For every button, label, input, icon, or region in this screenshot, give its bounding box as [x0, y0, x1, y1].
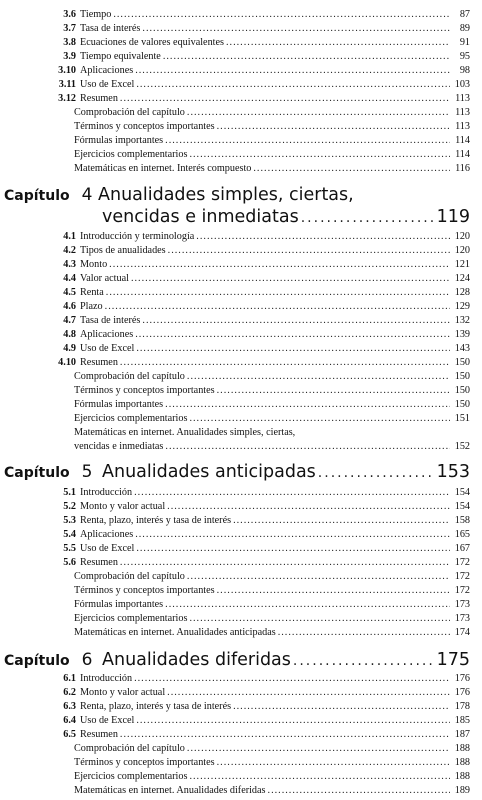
page-number: 167 — [454, 543, 470, 554]
leader-dots — [120, 92, 450, 106]
entry-title: Ejercicios complementarios — [74, 771, 188, 782]
leader-dots — [165, 598, 450, 612]
chapter-title: Anualidades anticipadas — [102, 462, 316, 482]
chapter-page: 153 — [436, 462, 470, 482]
leader-dots — [136, 342, 450, 356]
leader-dots — [268, 784, 450, 798]
page-number: 152 — [454, 441, 470, 452]
entry-title: Comprobación del capítulo — [74, 107, 185, 118]
page-number: 172 — [454, 571, 470, 582]
section-number: 4.5 — [63, 287, 76, 298]
entry-title: Matemáticas en internet. Interés compuesto — [74, 163, 252, 174]
leader-dots — [120, 728, 450, 742]
leader-dots — [217, 384, 450, 398]
section-number: 3.12 — [58, 93, 76, 104]
section-number: 5.6 — [63, 557, 76, 568]
page-number: 114 — [455, 135, 470, 146]
toc-entry[interactable] — [50, 300, 470, 314]
toc-entry[interactable] — [50, 78, 470, 92]
section-title: Tiempo — [80, 9, 112, 20]
section-number: 6.3 — [63, 701, 76, 712]
leader-dots — [301, 210, 435, 226]
section-title: Renta, plazo, interés y tasa de interés — [80, 701, 232, 712]
section-number: 4.8 — [63, 329, 76, 340]
chapter-title-line2: vencidas e inmediatas — [102, 207, 299, 227]
page-number: 121 — [454, 259, 470, 270]
page-number: 154 — [454, 487, 470, 498]
section-number: 6.2 — [63, 687, 76, 698]
page-number: 178 — [454, 701, 470, 712]
page-number: 128 — [454, 287, 470, 298]
entry-title-line2: vencidas e inmediatas — [74, 441, 164, 452]
entry-title: Términos y conceptos importantes — [74, 121, 215, 132]
section-title: Tiempo equivalente — [80, 51, 161, 62]
leader-dots — [217, 120, 450, 134]
toc-entry[interactable] — [74, 106, 470, 120]
section-title: Introducción — [80, 487, 133, 498]
toc-entry[interactable] — [50, 728, 470, 742]
page-number: 150 — [454, 399, 470, 410]
page-number: 188 — [454, 757, 470, 768]
leader-dots — [165, 134, 450, 148]
toc-entry[interactable] — [50, 328, 470, 342]
toc-entry[interactable] — [74, 148, 470, 162]
section-title: Resumen — [80, 93, 118, 104]
page-number: 158 — [454, 515, 470, 526]
toc-entry[interactable] — [50, 500, 470, 514]
section-title: Tipos de anualidades — [80, 245, 166, 256]
leader-dots — [253, 162, 450, 176]
entry-title: Comprobación del capítulo — [74, 371, 185, 382]
page-number: 185 — [454, 715, 470, 726]
leader-dots — [135, 64, 450, 78]
chapter-number: 4 — [81, 185, 93, 205]
toc-entry[interactable] — [50, 556, 470, 570]
toc-entry[interactable] — [74, 384, 470, 398]
entry-title: Fórmulas importantes — [74, 599, 164, 610]
leader-dots — [113, 8, 450, 22]
section-title: Resumen — [80, 729, 118, 740]
section-number: 3.11 — [58, 79, 76, 90]
section-title: Introducción y terminología — [80, 231, 195, 242]
chapter-page: 175 — [436, 650, 470, 670]
leader-dots — [135, 528, 450, 542]
section-number: 4.9 — [63, 343, 76, 354]
section-title: Renta — [80, 287, 104, 298]
toc-entry[interactable] — [50, 486, 470, 500]
leader-dots — [189, 770, 450, 784]
toc-entry[interactable] — [74, 584, 470, 598]
leader-dots — [109, 258, 450, 272]
chapter-label: Capítulo — [4, 465, 70, 481]
toc-entry[interactable] — [50, 542, 470, 556]
page-number: 176 — [454, 687, 470, 698]
section-number: 4.10 — [58, 357, 76, 368]
entry-title: Matemáticas en internet. Anualidades anticipadas — [74, 627, 276, 638]
page-number: 129 — [454, 301, 470, 312]
section-title: Ecuaciones de valores equivalentes — [80, 37, 224, 48]
section-title: Introducción — [80, 673, 133, 684]
toc-entry[interactable] — [74, 742, 470, 756]
page-number: 132 — [454, 315, 470, 326]
toc-entry[interactable] — [74, 570, 470, 584]
chapter-number: 5 — [81, 462, 93, 482]
page-number: 113 — [455, 107, 470, 118]
chapter-title-line1: Anualidades simples, ciertas, — [98, 185, 354, 205]
section-number: 6.4 — [63, 715, 76, 726]
section-number: 5.3 — [63, 515, 76, 526]
leader-dots — [142, 314, 450, 328]
leader-dots — [217, 584, 450, 598]
section-number: 3.7 — [63, 23, 76, 34]
page-number: 150 — [454, 357, 470, 368]
entry-title: Términos y conceptos importantes — [74, 757, 215, 768]
entry-title: Fórmulas importantes — [74, 399, 164, 410]
leader-dots — [318, 465, 435, 481]
section-title: Plazo — [80, 301, 103, 312]
chapter-heading[interactable] — [4, 185, 470, 233]
page-number: 89 — [459, 23, 470, 34]
toc-entry[interactable] — [50, 686, 470, 700]
chapter-heading[interactable] — [4, 462, 470, 486]
page-number: 120 — [454, 245, 470, 256]
page-number: 114 — [455, 149, 470, 160]
leader-dots — [165, 398, 450, 412]
toc-entry[interactable] — [50, 514, 470, 528]
section-number: 5.5 — [63, 543, 76, 554]
section-number: 5.1 — [63, 487, 76, 498]
page-number: 165 — [454, 529, 470, 540]
entry-title: Términos y conceptos importantes — [74, 585, 215, 596]
leader-dots — [134, 672, 450, 686]
page-number: 189 — [454, 785, 470, 796]
section-number: 5.4 — [63, 529, 76, 540]
page-number: 150 — [454, 371, 470, 382]
leader-dots — [167, 686, 450, 700]
page-number: 143 — [454, 343, 470, 354]
leader-dots — [189, 612, 450, 626]
toc-entry[interactable] — [50, 230, 470, 244]
leader-dots — [163, 50, 450, 64]
section-title: Tasa de interés — [80, 315, 141, 326]
entry-title-line1: Matemáticas en internet. Anualidades simples, ciertas, — [74, 427, 296, 438]
toc-entry[interactable] — [50, 356, 470, 370]
chapter-heading[interactable] — [4, 650, 470, 674]
toc-entry[interactable] — [50, 528, 470, 542]
leader-dots — [187, 742, 450, 756]
section-title: Resumen — [80, 357, 118, 368]
section-number: 6.1 — [63, 673, 76, 684]
page-number: 98 — [459, 65, 470, 76]
toc-entry[interactable] — [50, 342, 470, 356]
toc-entry[interactable] — [50, 258, 470, 272]
section-title: Uso de Excel — [80, 543, 135, 554]
leader-dots — [136, 714, 450, 728]
leader-dots — [105, 300, 450, 314]
page-number: 113 — [455, 93, 470, 104]
toc-entry[interactable] — [50, 36, 470, 50]
leader-dots — [136, 78, 450, 92]
toc-entry[interactable] — [50, 700, 470, 714]
entry-title: Matemáticas en internet. Anualidades diferidas — [74, 785, 266, 796]
section-title: Uso de Excel — [80, 79, 135, 90]
toc-entry[interactable] — [50, 92, 470, 106]
page-number: 174 — [454, 627, 470, 638]
leader-dots — [165, 440, 450, 454]
page-number: 113 — [455, 121, 470, 132]
section-number: 3.8 — [63, 37, 76, 48]
section-number: 4.4 — [63, 273, 76, 284]
toc-entry[interactable] — [50, 8, 470, 22]
leader-dots — [233, 514, 450, 528]
toc-entry[interactable] — [74, 162, 470, 176]
section-title: Resumen — [80, 557, 118, 568]
section-title: Monto y valor actual — [80, 687, 166, 698]
section-title: Valor actual — [80, 273, 129, 284]
section-number: 4.3 — [63, 259, 76, 270]
toc-entry[interactable] — [74, 412, 470, 426]
section-number: 3.9 — [63, 51, 76, 62]
entry-title: Comprobación del capítulo — [74, 571, 185, 582]
chapter-number: 6 — [81, 650, 93, 670]
section-number: 6.5 — [63, 729, 76, 740]
entry-title: Ejercicios complementarios — [74, 413, 188, 424]
toc-entry[interactable] — [74, 370, 470, 384]
toc-entry[interactable] — [74, 756, 470, 770]
leader-dots — [131, 272, 450, 286]
entry-title: Términos y conceptos importantes — [74, 385, 215, 396]
section-title: Tasa de interés — [80, 23, 141, 34]
toc-entry[interactable] — [50, 714, 470, 728]
toc-entry[interactable] — [50, 314, 470, 328]
page-number: 188 — [454, 743, 470, 754]
page-number: 188 — [454, 771, 470, 782]
leader-dots — [120, 556, 450, 570]
toc-entry[interactable] — [50, 50, 470, 64]
section-title: Aplicaciones — [80, 529, 134, 540]
toc-entry[interactable] — [50, 286, 470, 300]
toc-entry[interactable] — [74, 134, 470, 148]
page-number: 124 — [454, 273, 470, 284]
page-number: 187 — [454, 729, 470, 740]
leader-dots — [233, 700, 450, 714]
page-number: 151 — [454, 413, 470, 424]
page-number: 91 — [459, 37, 470, 48]
section-number: 4.6 — [63, 301, 76, 312]
leader-dots — [217, 756, 450, 770]
page-number: 173 — [454, 599, 470, 610]
chapter-title: Anualidades diferidas — [102, 650, 291, 670]
toc-entry[interactable] — [74, 120, 470, 134]
page-number: 116 — [455, 163, 470, 174]
entry-title: Ejercicios complementarios — [74, 613, 188, 624]
leader-dots — [187, 570, 450, 584]
page-number: 172 — [454, 585, 470, 596]
page-number: 150 — [454, 385, 470, 396]
chapter-page: 119 — [436, 207, 470, 227]
leader-dots — [196, 230, 450, 244]
entry-title: Comprobación del capítulo — [74, 743, 185, 754]
toc-entry[interactable] — [74, 784, 470, 798]
leader-dots — [189, 148, 450, 162]
section-title: Renta, plazo, interés y tasa de interés — [80, 515, 232, 526]
toc-entry[interactable] — [74, 598, 470, 612]
page-number: 173 — [454, 613, 470, 624]
section-title: Uso de Excel — [80, 715, 135, 726]
page-number: 103 — [454, 79, 470, 90]
leader-dots — [134, 486, 450, 500]
toc-entry[interactable] — [50, 272, 470, 286]
toc-entry[interactable] — [50, 672, 470, 686]
toc-entry-wrap-line[interactable] — [74, 426, 470, 440]
entry-title: Ejercicios complementarios — [74, 149, 188, 160]
toc-entry[interactable] — [50, 244, 470, 258]
leader-dots — [278, 626, 450, 640]
leader-dots — [187, 106, 450, 120]
section-number: 3.6 — [63, 9, 76, 20]
leader-dots — [136, 542, 450, 556]
leader-dots — [293, 653, 435, 669]
leader-dots — [142, 22, 450, 36]
toc-entry[interactable] — [74, 626, 470, 640]
section-title: Monto y valor actual — [80, 501, 166, 512]
leader-dots — [168, 244, 450, 258]
toc-entry[interactable] — [74, 398, 470, 412]
page-number: 120 — [454, 231, 470, 242]
section-number: 4.7 — [63, 315, 76, 326]
section-title: Monto — [80, 259, 108, 270]
section-number: 3.10 — [58, 65, 76, 76]
page-number: 87 — [459, 9, 470, 20]
page-number: 172 — [454, 557, 470, 568]
toc-entry[interactable] — [50, 22, 470, 36]
chapter-label: Capítulo — [4, 188, 70, 204]
section-number: 4.1 — [63, 231, 76, 242]
toc-entry[interactable] — [50, 64, 470, 78]
entry-title: Fórmulas importantes — [74, 135, 164, 146]
leader-dots — [189, 412, 450, 426]
page-number: 154 — [454, 501, 470, 512]
section-number: 5.2 — [63, 501, 76, 512]
section-title: Aplicaciones — [80, 329, 134, 340]
leader-dots — [167, 500, 450, 514]
leader-dots — [187, 370, 450, 384]
section-number: 4.2 — [63, 245, 76, 256]
page-number: 139 — [454, 329, 470, 340]
chapter-label: Capítulo — [4, 653, 70, 669]
section-title: Uso de Excel — [80, 343, 135, 354]
toc-entry[interactable] — [74, 770, 470, 784]
leader-dots — [226, 36, 450, 50]
leader-dots — [106, 286, 450, 300]
toc-entry[interactable] — [74, 612, 470, 626]
section-title: Aplicaciones — [80, 65, 134, 76]
page-number: 176 — [454, 673, 470, 684]
leader-dots — [120, 356, 450, 370]
toc-entry[interactable] — [74, 440, 470, 454]
leader-dots — [135, 328, 450, 342]
page-number: 95 — [459, 51, 470, 62]
